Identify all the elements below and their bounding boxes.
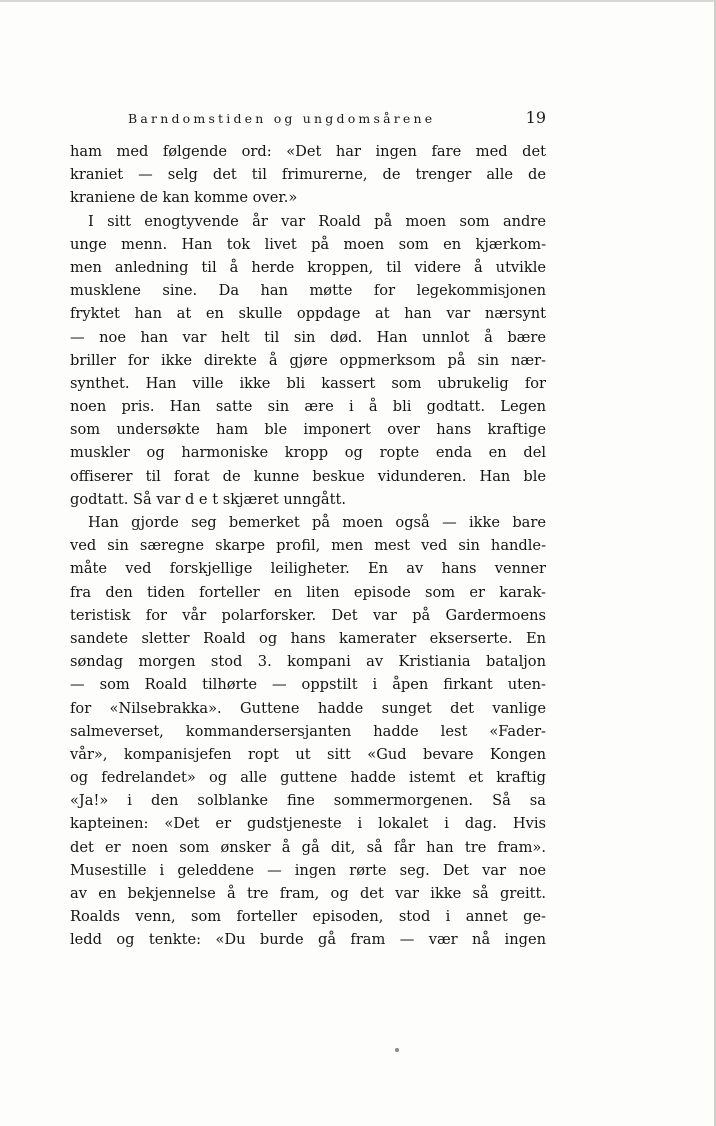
- text-line: fryktet han at en skulle oppdage at han var nærsynt: [70, 305, 546, 323]
- text-line: musklene sine. Da han møtte for legekommisjonen: [70, 282, 546, 300]
- text-line: — noe han var helt til sin død. Han unnlot å bære: [70, 328, 546, 346]
- text-line: briller for ikke direkte å gjøre oppmerksom på sin nær-: [70, 351, 546, 369]
- text-line: som undersøkte ham ble imponert over hans kraftige: [70, 421, 546, 439]
- text-line: for «Nilsebrakka». Guttene hadde sunget det vanlige: [70, 699, 546, 717]
- running-head: Barndomstiden og ungdomsårene: [128, 111, 436, 126]
- text-line: noen pris. Han satte sin ære i å bli godtatt. Legen: [70, 398, 546, 416]
- text-line: salmeverset, kommandersersjanten hadde lest «Fader-: [70, 722, 546, 740]
- text-line: offiserer til forat de kunne beskue vidunderen. Han ble: [70, 467, 546, 485]
- text-line: Musestille i geleddene — ingen rørte seg. Det var noe: [70, 861, 546, 879]
- text-line: «Ja!» i den solblanke fine sommermorgenen. Så sa: [70, 792, 546, 810]
- text-line: ham med følgende ord: «Det har ingen fare med det: [70, 143, 546, 160]
- text-line: unge menn. Han tok livet på moen som en kjærkom-: [70, 235, 546, 253]
- text-line: kapteinen: «Det er gudstjeneste i lokalet i dag. Hvis: [70, 815, 546, 833]
- text-line: ved sin særegne skarpe profil, men mest ved sin handle-: [70, 537, 546, 555]
- ink-speck: [395, 1048, 399, 1052]
- text-line: godtatt. Så var d e t skjæret unngått.: [70, 490, 346, 508]
- text-line: søndag morgen stod 3. kompani av Kristiania bataljon: [70, 653, 546, 671]
- page-number: 19: [525, 108, 546, 127]
- text-line: synthet. Han ville ikke bli kassert som ubrukelig for: [70, 374, 546, 392]
- text-line: fra den tiden forteller en liten episode som er karak-: [70, 583, 546, 601]
- text-line: Han gjorde seg bemerket på moen også — ikke bare: [88, 514, 546, 531]
- text-line: kraniene de kan komme over.»: [70, 189, 298, 207]
- text-line: muskler og harmoniske kropp og ropte enda en del: [70, 444, 546, 462]
- text-line: men anledning til å herde kroppen, til videre å utvikle: [70, 258, 546, 276]
- text-line: Roalds venn, som forteller episoden, stod i annet ge-: [70, 908, 546, 926]
- text-line: kraniet — selg det til frimurerne, de trenger alle de: [70, 166, 546, 184]
- text-line: vår», kompanisjefen ropt ut sitt «Gud bevare Kongen: [70, 745, 546, 763]
- text-line: sandete sletter Roald og hans kamerater ekserserte. En: [70, 629, 546, 647]
- text-line: — som Roald tilhørte — oppstilt i åpen firkant uten-: [70, 676, 546, 694]
- body-text: [70, 140, 546, 952]
- text-line: I sitt enogtyvende år var Roald på moen som andre: [88, 212, 546, 230]
- text-line: ledd og tenkte: «Du burde gå fram — vær nå ingen: [70, 931, 546, 949]
- text-line: av en bekjennelse å tre fram, og det var ikke så greitt.: [70, 885, 546, 902]
- text-line: og fedrelandet» og alle guttene hadde istemt et kraftig: [70, 769, 546, 787]
- text-line: det er noen som ønsker å gå dit, så får han tre fram».: [70, 838, 546, 856]
- page-top-edge: [0, 0, 716, 2]
- text-line: teristisk for vår polarforsker. Det var på Gardermoens: [70, 606, 546, 624]
- page-header: [70, 108, 548, 132]
- text-line: måte ved forskjellige leiligheter. En av hans venner: [70, 560, 546, 578]
